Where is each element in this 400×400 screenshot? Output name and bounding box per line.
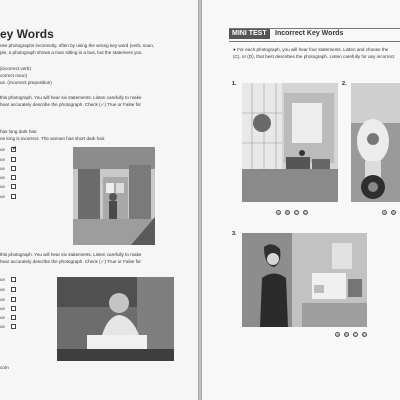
- checkbox-label: ue: [0, 166, 5, 171]
- instruction-line-2: (C), or (D), that best describes the photograph. Listen carefully for any incorrect: [233, 54, 395, 59]
- question-number: 1.: [232, 81, 237, 87]
- office-photo: [242, 233, 367, 327]
- section1-line-1: this photograph. You will hear six statements. Listen carefully to make: [0, 95, 142, 100]
- true-checkbox[interactable]: [11, 175, 16, 180]
- option-c[interactable]: C: [354, 333, 357, 337]
- option-c[interactable]: C: [295, 211, 298, 215]
- true-checkbox[interactable]: [11, 157, 16, 162]
- section1-line-2: hear accurately describe the photograph. Check (✓) True or False for: [0, 102, 141, 107]
- checkbox-label: ue: [0, 147, 5, 152]
- option-a[interactable]: A: [336, 333, 339, 337]
- list-item-1: (incorrect verb): [0, 66, 31, 71]
- true-checkbox[interactable]: [11, 147, 16, 152]
- true-checkbox[interactable]: [11, 194, 16, 199]
- true-checkbox[interactable]: [11, 297, 16, 302]
- checkbox-label: ue: [0, 184, 5, 189]
- checkbox-label: ue: [0, 315, 5, 320]
- option-a[interactable]: A: [383, 211, 386, 215]
- true-checkbox[interactable]: [11, 306, 16, 311]
- option-d[interactable]: D: [304, 211, 307, 215]
- question-number: 2.: [342, 81, 347, 87]
- checkbox-label: ue: [0, 157, 5, 162]
- true-checkbox[interactable]: [11, 277, 16, 282]
- list-item-3: us. (incorrect preposition): [0, 80, 52, 85]
- option-d[interactable]: D: [363, 333, 366, 337]
- note-line-1: has long dark hair.: [0, 129, 38, 134]
- checkbox-label: ue: [0, 306, 5, 311]
- list-item-2: correct noun): [0, 73, 28, 78]
- right-page: [202, 0, 400, 400]
- checkbox-label: ue: [0, 297, 5, 302]
- footer-text: com: [0, 365, 9, 370]
- bullet-icon: ●: [233, 47, 238, 52]
- option-b[interactable]: B: [392, 211, 395, 215]
- left-page: [0, 0, 198, 400]
- section-title: Incorrect Key Words: [275, 30, 344, 37]
- check-mark-icon: ✓: [12, 146, 18, 152]
- header-rule: [229, 41, 400, 42]
- section2-line-2: hear accurately describe the photograph. Check (✓) True or False for: [0, 259, 141, 264]
- option-b[interactable]: B: [286, 211, 289, 215]
- mini-test-badge: MINI TEST: [229, 29, 270, 39]
- scooter-photo: [351, 83, 400, 202]
- page-title: ey Words: [0, 27, 54, 41]
- instruction-text: For each photograph, you will hear four statements. Listen and choose the: [237, 47, 389, 52]
- true-checkbox[interactable]: [11, 324, 16, 329]
- checkbox-label: ue: [0, 287, 5, 292]
- true-checkbox[interactable]: [11, 287, 16, 292]
- airport-shop-photo: [73, 147, 155, 245]
- lobby-photo: [242, 83, 338, 202]
- true-checkbox[interactable]: [11, 315, 16, 320]
- note-line-2: ne long is incorrect. The woman has short dark hair.: [0, 136, 106, 141]
- true-checkbox[interactable]: [11, 166, 16, 171]
- instruction-line-1: [233, 47, 388, 53]
- checkbox-label: ue: [0, 194, 5, 199]
- checkbox-label: ue: [0, 277, 5, 282]
- intro-line-2: ple, a photograph shows a man sitting in a bus, but the statement you: [0, 50, 142, 55]
- option-a[interactable]: A: [277, 211, 280, 215]
- man-reading-photo: [57, 277, 174, 361]
- checkbox-label: ue: [0, 175, 5, 180]
- question-number: 3.: [232, 231, 237, 237]
- checkbox-label: ue: [0, 324, 5, 329]
- option-b[interactable]: B: [345, 333, 348, 337]
- section2-line-1: this photograph. You will hear six statements. Listen carefully to make: [0, 252, 142, 257]
- intro-line-1: ose photographs incorrectly, often by using the wrong key word (verb, noun,: [0, 43, 155, 48]
- true-checkbox[interactable]: [11, 184, 16, 189]
